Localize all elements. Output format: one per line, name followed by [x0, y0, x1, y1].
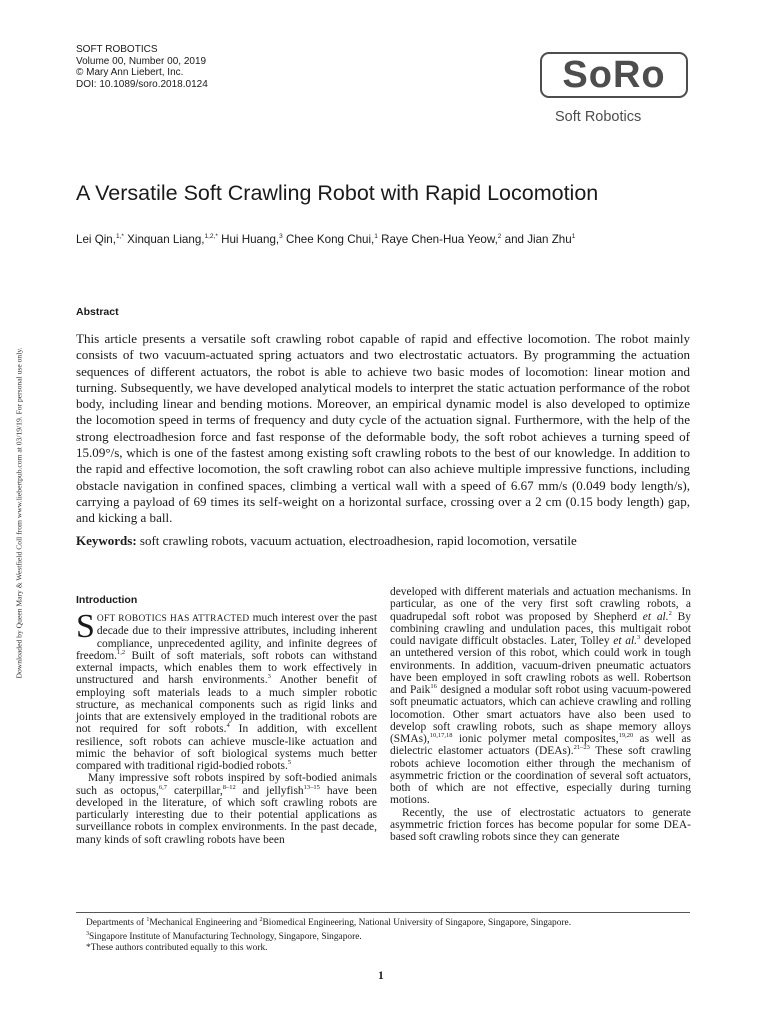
journal-volume: Volume 00, Number 00, 2019: [76, 55, 207, 67]
download-notice: [7, 313, 31, 713]
text-run: designed a modular soft robot using vacuum-powered soft pneumatic actuators, which can achieve crawling and rolling locomotion. Other smart actuators have also been used to develop soft crawling robots, such as shape memory alloys (SMAs),: [390, 684, 691, 745]
citation-superscript: 5: [287, 759, 292, 767]
citation-superscript: 3: [86, 931, 89, 938]
italic-text: et al.: [642, 610, 669, 623]
journal-name: SOFT ROBOTICS: [76, 44, 158, 55]
affiliation-marker: 1,*: [115, 233, 124, 241]
text-run: These soft crawling robots achieve locomotion either through the mechanism of asymmetric friction or the coordination of several soft actuators, both of which are not effective, especially during turning motions.: [390, 745, 691, 807]
affiliation-marker: 2: [497, 233, 502, 241]
text-run: ionic polymer metal composites,: [452, 733, 619, 745]
text-run: Departments of: [86, 918, 147, 929]
text-run: and jellyfish: [235, 784, 304, 797]
text-run: Recently, the use of electrostatic actuators to generate asymmetric friction forces has become popular for some DEA-based soft crawling robots since they can generate: [390, 806, 691, 843]
paragraph-body: [76, 608, 377, 772]
journal-meta: [76, 44, 208, 90]
text-run: In addition, with excellent resilience, soft robots can achieve muscle-like actuation and mimic the behavior of soft biological systems much better compared with traditional rigid-bodied robots.: [76, 723, 377, 772]
citation-superscript: 1,2: [116, 648, 126, 656]
body-column-right: [390, 586, 691, 843]
abstract-text: This article presents a versatile soft crawling robot capable of rapid and effective locomotion. The robot mainly consists of two vacuum-actuated spring actuators and two electrostatic actuators. By programming the actuation sequences of different actuators, the robot is able to achieve two basic modes of locomotion: linear motion and turning. Subsequently, we have developed analytical models to interpret the static actuation performance of the robot body, including linear and bending motions. Moreover, an empirical dynamic model is also developed to optimize the locomotion speed in terms of frequency and duty cycle of the actuation signal. Furthermore, with the help of the strong electroadhesion force and fast response of the deformable body, the soft robot achieves a turning speed of 15.09°/s, which is one of the fastest among existing soft crawling robots to the best of our knowledge. In addition to the rapid and effective locomotion, the soft crawling robot can also achieve multiple impressive functions, including obstacle navigation in confined spaces, climbing a vertical wall with a speed of 6.67 mm/s (0.049 body length/s), carrying a payload of 69 times its self-weight on a horizontal surface, crossing over a 2 cm (0.15 body length) gap, and kicking a ball.: [76, 331, 690, 526]
abstract-heading: Abstract: [76, 306, 119, 318]
text-run: Built of soft materials, soft robots can withstand external impacts, which enables them to work effectively in unstructured and harsh environments.: [76, 649, 377, 687]
text-run: Another benefit of employing soft materials leads to a much simpler robotic structure, as mechanical components such as rigid links and joints that are extensively employed in the traditional robots are not required for soft robots.: [76, 674, 377, 736]
text-run: much interest over the past decade due to their impressive attributes, including inherent compliance, unprecedented agility, and infinite degrees of freedom.: [76, 612, 377, 662]
paragraph: [76, 772, 377, 846]
citation-superscript: 6,7: [158, 783, 167, 791]
author-name: Raye Chen-Hua Yeow,: [377, 233, 498, 246]
citation-superscript: 4: [226, 722, 230, 730]
logo-text: SoRo: [562, 54, 666, 96]
keywords: [76, 533, 696, 549]
journal-logo: [540, 52, 688, 98]
footnote-line: [86, 929, 571, 943]
text-run: *These authors contributed equally to this work.: [86, 943, 268, 954]
footnote-line: [86, 915, 571, 929]
drop-cap: S: [76, 608, 95, 645]
author-name: Hui Huang,: [217, 233, 280, 246]
affiliation-marker: 1: [374, 233, 378, 241]
citation-superscript: 1: [146, 917, 150, 923]
text-run: Singapore Institute of Manufacturing Technology, Singapore, Singapore.: [89, 932, 362, 943]
text-run: developed with different materials and actuation mechanisms. In particular, as one of the very first soft crawling robots, a quadrupedal soft robot was proposed by Shepherd: [390, 586, 691, 623]
citation-superscript: 16: [430, 683, 437, 691]
text-run: caterpillar,: [166, 784, 223, 797]
paragraph: [390, 586, 691, 807]
citation-superscript: 2: [668, 609, 672, 617]
journal-doi: DOI: 10.1089/soro.2018.0124: [76, 78, 208, 90]
citation-superscript: 21–23: [573, 744, 590, 752]
keywords-text: soft crawling robots, vacuum actuation, electroadhesion, rapid locomotion, versatile: [136, 533, 577, 548]
text-run: as well as dielectric elastomer actuators (DEAs).: [390, 733, 691, 758]
footnote-line: [86, 943, 571, 954]
lead-in-smallcaps: OFT ROBOTICS HAS ATTRACTED: [96, 614, 250, 624]
affiliation-footnotes: [86, 915, 571, 954]
text-run: Many impressive soft robots inspired by soft-bodied animals such as octopus,: [76, 772, 377, 797]
footnote-divider: [76, 912, 690, 913]
text-run: Biomedical Engineering, National University of Singapore, Singapore, Singapore.: [262, 918, 572, 929]
citation-superscript: 10,17,18: [429, 732, 453, 740]
citation-superscript: 19,20: [618, 732, 634, 740]
italic-text: et al.: [613, 635, 638, 647]
author-name: Lei Qin,: [76, 233, 116, 246]
logo-subtitle: Soft Robotics: [555, 109, 642, 125]
affiliation-marker: 1,2,*: [204, 233, 218, 241]
author-name: Xinquan Liang,: [123, 233, 205, 246]
text-run: developed an untethered version of this robot, which could work in tough environments. In addition, vacuum-driven pneumatic actuators have been employed in soft crawling robots as well. Robertson and Paik: [390, 635, 691, 696]
journal-copyright: © Mary Ann Liebert, Inc.: [76, 67, 184, 79]
citation-superscript: 2: [259, 917, 263, 923]
affiliation-marker: 3: [279, 233, 283, 241]
citation-superscript: 8–12: [222, 783, 236, 791]
citation-superscript: 3: [267, 673, 271, 681]
keywords-label: Keywords:: [76, 533, 137, 548]
download-notice-text: Downloaded by Queen Mary & Westfield Coll from www.liebertpub.com at 03/19/19. For personal use only.: [14, 347, 24, 679]
citation-superscript: 13–15: [303, 783, 320, 791]
text-run: have been developed in the literature, of which soft crawling robots are particularly interesting due to their potential applications as surveillance robots in complex environments. In the past decade, many kinds of soft crawling robots have been: [76, 784, 377, 846]
author-name: and Jian Zhu: [501, 233, 572, 246]
paragraph: [390, 807, 691, 844]
paragraph: [76, 608, 377, 772]
body-column-left: [76, 608, 377, 846]
citation-superscript: 3: [637, 634, 641, 642]
author-name: Chee Kong Chui,: [282, 233, 375, 246]
text-run: By combining crawling and undulation paces, this multigait robot could navigate difficult obstacles. Later, Tolley: [390, 610, 691, 647]
article-title: A Versatile Soft Crawling Robot with Rapid Locomotion: [76, 181, 599, 205]
page-number: 1: [378, 970, 384, 982]
affiliation-marker: 1: [571, 233, 576, 241]
text-run: Mechanical Engineering and: [149, 918, 260, 929]
author-list: [76, 233, 575, 246]
section-heading-introduction: Introduction: [76, 594, 138, 606]
